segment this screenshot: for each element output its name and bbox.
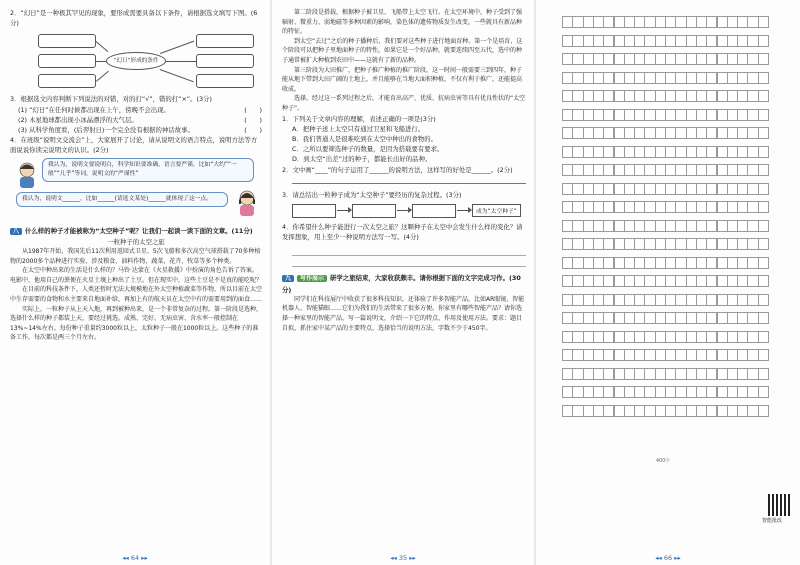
flow-end: 成为“太空种子” — [472, 204, 521, 217]
option[interactable]: B．我们普通人是很难吃到在太空中种出的食物的。 — [292, 134, 437, 143]
paragraph: 实际上，一粒种子从上天入地，再到被种出来，是一个非常复杂的过程。第一阶段是选种，选择什么样的种子都装上天，要经过挑选。成熟、完好、无病虫害、含水率一般控制在13%~14%左右。每份种子重量约3000粒以上，太粒种子一般在1000粒以上。这些种子的准备工作，每次都是两三个月左右。 — [10, 305, 263, 342]
writing-prompt: 同学们在科技展厅中收获了很多科技知识，还体验了许多智能产品，比如AR眼镜、智能机器人、智能猫眼……它们为我们的生活带来了很多方便。你家里有哪些智能产品？请你选择一种家里的智能产品，写一篇说明文，介绍一下它的特点、作用及使用方法。要求：题目自拟，抓住家中某产品的主要特点，选择恰当的说明方法，字数不少于450字。 — [282, 295, 525, 332]
mind-center: “幻日”形成的条件 — [106, 52, 166, 70]
word-counter: 400字 — [656, 459, 670, 464]
option[interactable]: C．之所以要筛选种子的数量，是因为搭载要有要求。 — [292, 145, 444, 154]
page-number: ◂◂ 35 ▸▸ — [390, 554, 416, 562]
paragraph: 第二阶段是搭载，根据种子被卫星、飞船带上太空飞行。在太空环境中，种子受到了强辐射、微重力、弱地磁等多种因素的影响，染色体的遗传物质发生改变，一些就具有新品种的特征。 — [282, 9, 523, 36]
grid-cell[interactable] — [758, 72, 769, 84]
question-4: 4．你希望什么种子能进行一次太空之旅？这颗种子在太空中会发生什么样的变化？请发挥想象，用上至少一种说明方法写一写。(4分) — [282, 222, 523, 242]
paragraph: 从1987年开始，我国先后11次利用返回式卫星、5次飞船和多次高空气球搭载了70多种植物的2000多个品种进行实验，涉及粮食、油料作物、蔬菜、花卉、牧草等多个种类。 — [10, 248, 261, 265]
paragraph: 到太空“去过”之后的种子播种后，我们要对这些种子进行地面育种。第一个是培育，这个阶段可以把种子里地面种子的特性，如果它是一个好品种，就要连续四至五代，选中的种子通常被扩大种植到农田中——这就有了新的品种。 — [282, 37, 523, 64]
option[interactable]: A．把种子送上太空只有通过卫星和飞船进行。 — [292, 124, 425, 133]
grid-cell[interactable] — [758, 405, 769, 417]
q3-item: ( ) (1) “幻日”在任何时候都出现在上午，傍晚不会出现。 — [18, 105, 262, 114]
section-9-heading: 九 写作展示 研学之旅结束，大家收获颇丰。请你根据下面的文字完成习作。(30分) — [282, 274, 521, 294]
dialogue — [10, 156, 262, 226]
process-flow — [292, 204, 526, 218]
grid-cell[interactable] — [758, 127, 769, 139]
question-3: 3．根据选文内容判断下列说法的对错，对的打“√”，错的打“×”。(3分) — [10, 95, 212, 104]
page-number: ◂◂ 64 ▸▸ — [122, 554, 148, 562]
qr-label: 智能批改 — [762, 518, 783, 524]
mind-box[interactable] — [38, 54, 96, 68]
mind-box[interactable] — [38, 34, 96, 48]
grid-cell[interactable] — [758, 201, 769, 213]
page-number: ◂◂ 66 ▸▸ — [655, 554, 681, 562]
grid-cell[interactable] — [758, 294, 769, 306]
mind-box[interactable] — [196, 54, 254, 68]
grid-cell[interactable] — [758, 312, 769, 324]
mind-box[interactable] — [196, 74, 254, 88]
grid-cell[interactable] — [758, 183, 769, 195]
grid-cell[interactable] — [758, 109, 769, 121]
grid-cell[interactable] — [758, 53, 769, 65]
mind-box[interactable] — [196, 34, 254, 48]
option[interactable]: D．到太空“出差”过的种子，都能长出好的品种。 — [292, 155, 432, 164]
grid-cell[interactable] — [758, 16, 769, 28]
question-4: 4．在班级“说明文交流会”上，大家展开了讨论，请从说明文的语言特点，说明方法等方面说说你读完说明文的认识。(2分) — [10, 136, 258, 155]
grid-cell[interactable] — [758, 349, 769, 361]
boy-avatar-icon — [16, 162, 38, 188]
bubble-2: 我认为，说明文______，比如______(请选文某处)______就体现了这一点。 — [16, 192, 228, 207]
grid-cell[interactable] — [758, 146, 769, 158]
paragraph: 在太空中种出来的生活是什么样的？马铃·达蒙在《火星救援》中扮演的角色告诉了答案。电影中，他用自己的粪便在火星土壤上种出了土豆。但在现实中，这些土豆是不是真的能吃呢？ — [10, 267, 263, 284]
answer-line[interactable] — [292, 177, 526, 184]
grid-cell[interactable] — [758, 331, 769, 343]
paragraph: 在目前的科技条件下，人类还暂时无法大规模地在外太空种植蔬菜等作物，所以目前在太空中生存需要的食物和水主要来自地面补给，再加上有的航天员在太空中有的需要用到的面食…… — [10, 286, 263, 303]
question-1: 1．下列关于文章内容的理解，表述正确的一项是(3分) — [282, 114, 436, 123]
grid-cell[interactable] — [758, 220, 769, 232]
answer-line[interactable] — [292, 249, 526, 256]
answer-line[interactable] — [292, 260, 526, 267]
girl-avatar-icon — [236, 190, 258, 216]
grid-cell[interactable] — [758, 368, 769, 380]
page-64 — [0, 0, 270, 565]
question-3: 3．请总结出一粒种子成为“太空种子”要经历的复杂过程。(3分) — [282, 190, 462, 199]
grid-cell[interactable] — [758, 35, 769, 47]
mind-map — [10, 32, 262, 90]
paragraph: 选择，经过这一系列过程之后，才能育出高产、优质、抗病虫害等具有优良性状的“太空种子”。 — [282, 95, 526, 112]
bubble-1: 我认为，说明文要说明白，科学知识要准确，语言要严谨，比如“大约”“一般”“几乎”等词，说明文的“严谨性” — [42, 158, 254, 182]
paragraph: 第三阶段为大田推广，把种子推广种植的推广阶段，这一时间一般需要三到四年，种子能从地下带到大田广阔的土地上，并且能够在当地大面积种植，不仅有利于推广，还能提高收成。 — [282, 66, 523, 93]
grid-cell[interactable] — [758, 164, 769, 176]
question-2: 2．“幻日”是一种极其罕见的现象，要形成需要具备以下条件，请根据选文填写下图。(6分) — [10, 9, 258, 28]
grid-cell[interactable] — [758, 238, 769, 250]
flow-box[interactable] — [412, 204, 456, 218]
flow-box[interactable] — [352, 204, 396, 218]
grid-cell[interactable] — [758, 275, 769, 287]
question-2: 2．文中画“____”的句子运用了______的说明方法，这样写的好处是______。(2分) — [282, 165, 513, 174]
q3-item: ( ) (2) 木星地球都出现小冰晶漂浮的大气层。 — [18, 115, 262, 124]
page-66 — [536, 0, 800, 565]
article-title: 一粒种子的太空之旅 — [107, 237, 165, 246]
mind-box[interactable] — [38, 74, 96, 88]
grid-cell[interactable] — [758, 386, 769, 398]
section-8-heading: 八 什么样的种子才能被称为“太空种子”呢？让我们一起读一读下面的文章。(11分) — [10, 226, 262, 237]
grid-cell[interactable] — [758, 257, 769, 269]
writing-grid[interactable] — [562, 12, 768, 456]
flow-box[interactable] — [292, 204, 336, 218]
q3-item: ( ) (3) 从科学角度看，(后羿射日)一个完全没有根据的神话故事。 — [18, 126, 262, 135]
qr-code-icon[interactable] — [768, 494, 790, 516]
page-65 — [272, 0, 534, 565]
grid-cell[interactable] — [758, 90, 769, 102]
